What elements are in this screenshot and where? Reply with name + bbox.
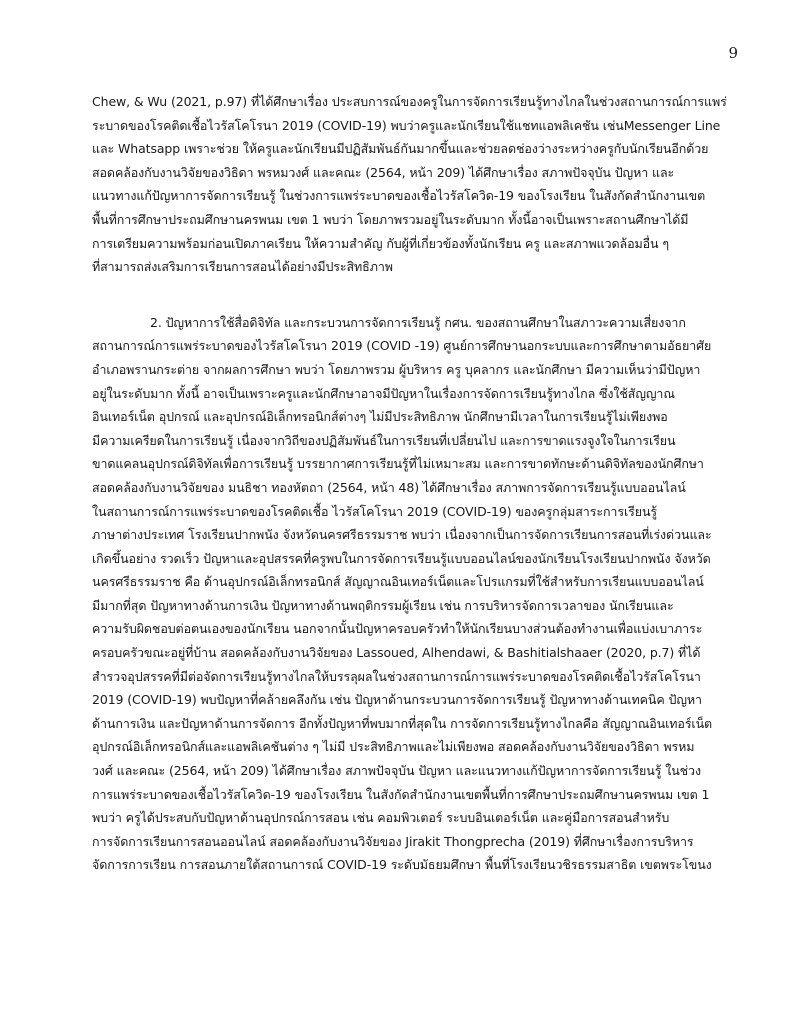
text-line: ด้านการเงิน และปัญหาด้านการจัดการ อีกทั้งปัญหาที่พบมากที่สุดใน การจัดการเรียนรู้ทางไกลคือ สัญญาณอินเทอร์เน็ต (92, 715, 713, 731)
text-line: ครอบครัวขณะอยู่ที่บ้าน สอดคล้องกับงานวิจัยของ Lassoued, Alhendawi, & Bashitialshaaer (2020, p.7) ที่ได้ (92, 645, 701, 661)
text-line: ภาษาต่างประเทศ โรงเรียนปากพนัง จังหวัดนครศรีธรรมราช พบว่า เนื่องจากเป็นการจัดการเรียนการสอนที่เร่งด่วนและ (92, 527, 712, 543)
text-line: มีมากที่สุด ปัญหาทางด้านการเงิน ปัญหาทางด้านพฤติกรรมผู้เรียน เช่น การบริหารจัดการเวลาของ นักเรียนและ (92, 597, 674, 613)
text-line: Chew, & Wu (2021, p.97) ที่ได้ศึกษาเรื่อง ประสบการณ์ของครูในการจัดการเรียนรู้ทางไกลในช่วงสถานการณ์การแพร่ (92, 94, 727, 109)
text-line: 2019 (COVID-19) พบปัญหาที่คล้ายคลึงกัน เช่น ปัญหาด้านกระบวนการจัดการเรียนรู้ ปัญหาทางด้านเทคนิค ปัญหา (92, 692, 702, 708)
text-line: มีความเครียดในการเรียนรู้ เนื่องจากวิถีของปฏิสัมพันธ์ในการเรียนที่เปลี่ยนไป และการขาดแรงจูงใจในการเรียน (92, 432, 676, 448)
text-line: แนวทางแก้ปัญหาการจัดการเรียนรู้ ในช่วงการแพร่ระบาดของเชื้อไวรัสโควิด-19 ของโรงเรียน ในสังกัดสำนักงานเขต (92, 188, 706, 204)
paragraph-spacer (92, 279, 752, 311)
text-line: พบว่า ครูได้ประสบกับปัญหาด้านอุปกรณ์การสอน เช่น คอมพิวเตอร์ ระบบอินเตอร์เน็ต และคู่มือการสอนสำหรับ (92, 810, 670, 826)
text-line: สถานการณ์การแพร่ระบาดของไวรัสโคโรนา 2019 (COVID -19) ศูนย์การศึกษานอกระบบและการศึกษาตามอัธยาศัย (92, 338, 712, 354)
text-line: เกิดขึ้นอย่าง รวดเร็ว ปัญหาและอุปสรรคที่ครูพบในการจัดการเรียนรู้แบบออนไลน์ของนักเรียนโรงเรียนปากพนัง จังหวัด (92, 550, 711, 566)
text-line: สำรวจอุปสรรคที่มีต่อจัดการเรียนรู้ทางไกลให้บรรลุผลในช่วงสถานการณ์การแพร่ระบาดของโรคติดเชื้อไวรัสโคโรนา (92, 668, 701, 684)
paragraph (92, 311, 752, 877)
text-line: อุปกรณ์อิเล็กทรอนิกส์และแอพลิเคชันต่าง ๆ ไม่มี ประสิทธิภาพและไม่เพียงพอ สอดคล้องกับงานวิจัยของวิธิดา พรหม (92, 739, 695, 755)
text-line: ในสถานการณ์การแพร่ระบาดของโรคติดเชื้อ ไวรัสโคโรนา 2019 (COVID-19) ของครูกลุ่มสาระการเรียนรู้ (92, 503, 658, 519)
text-line: ระบาดของโรคติดเชื้อไวรัสโคโรนา 2019 (COVID-19) พบว่าครูและนักเรียนใช้แชทแอพลิเคชัน เช่นMessenger Line (92, 117, 721, 133)
text-line: อินเทอร์เน็ต อุปกรณ์ และอุปกรณ์อิเล็กทรอนิกส์ต่างๆ ไม่มีประสิทธิภาพ นักศึกษามีเวลาในการเรียนรู้ไม่เพียงพอ (92, 409, 668, 425)
text-line: ความรับผิดชอบต่อตนเองของนักเรียน นอกจากนั้นปัญหาครอบครัวทำให้นักเรียนบางส่วนต้องทำงานเพื่อแบ่งเบาภาระ (92, 621, 703, 637)
text-line: อยู่ในระดับมาก ทั้งนี้ อาจเป็นเพราะครูและนักศึกษาอาจมีปัญหาในเรื่องการจัดการเรียนรู้ทางไกล ซึ่งใช้สัญญาณ (92, 385, 675, 401)
text-line: พื้นที่การศึกษาประถมศึกษานครพนม เขต 1 พบว่า โดยภาพรวมอยู่ในระดับมาก ทั้งนี้อาจเป็นเพราะสถานศึกษาได้มี (92, 211, 689, 227)
text-line: และ Whatsapp เพราะช่วย ให้ครูและนักเรียนมีปฏิสัมพันธ์กันมากขึ้นและช่วยลดช่องว่างระหว่างครูกับนักเรียนอีกด้วย (92, 141, 709, 157)
text-line: นครศรีธรรมราช คือ ด้านอุปกรณ์อิเล็กทรอนิกส์ สัญญาณอินเทอร์เน็ตและโปรแกรมที่ใช้สำหรับการเรียนแบบออนไลน์ (92, 574, 704, 590)
text-line: ขาดแคลนอุปกรณ์ดิจิทัลเพื่อการเรียนรู้ บรรยากาศการเรียนรู้ที่ไม่เหมาะสม และการขาดทักษะด้านดิจิทัลของนักศึกษา (92, 456, 704, 472)
text-line: จัดการการเรียน การสอนภายใต้สถานการณ์ COVID-19 ระดับมัธยมศึกษา พื้นที่โรงเรียนวชิรธรรมสาธิต เขตพระโขนง (92, 857, 712, 873)
text-line: สอดคล้องกับงานวิจัยของวิธิดา พรหมวงศ์ และคณะ (2564, หน้า 209) ได้ศึกษาเรื่อง สภาพปัจจุบัน ปัญหา และ (92, 164, 675, 180)
text-line: วงศ์ และคณะ (2564, หน้า 209) ได้ศึกษาเรื่อง สภาพปัจจุบัน ปัญหา และแนวทางแก้ปัญหาการจัดการเรียนรู้ ในช่วง (92, 763, 701, 779)
text-line: ที่สามารถส่งเสริมการเรียนการสอนได้อย่างมีประสิทธิภาพ (92, 259, 393, 275)
text-line: การเตรียมความพร้อมก่อนเปิดภาคเรียน ให้ความสำคัญ กับผู้ที่เกี่ยวข้องทั้งนักเรียน ครู และสภาพแวดล้อมอื่น ๆ (92, 235, 669, 251)
text-line: อำเภอพรานกระต่าย จากผลการศึกษา พบว่า โดยภาพรวม ผู้บริหาร ครู บุคลากร และนักศึกษา มีความเห็นว่ามีปัญหา (92, 361, 701, 377)
text-line: การจัดการเรียนการสอนออนไลน์ สอดคล้องกับงานวิจัยของ Jirakit Thongprecha (2019) ที่ศึกษาเรื่องการบริหาร (92, 833, 694, 849)
page-number: 9 (728, 44, 738, 62)
text-line: การแพร่ระบาดของเชื้อไวรัสโควิด-19 ของโรงเรียน ในสังกัดสำนักงานเขตพื้นที่การศึกษาประถมศึกษานครพนม เขต 1 (92, 786, 710, 802)
text-line: สอดคล้องกับงานวิจัยของ มนธิชา ทองหัตถา (2564, หน้า 48) ได้ศึกษาเรื่อง สภาพการจัดการเรียนรู้แบบออนไลน์ (92, 479, 686, 495)
paragraph (92, 90, 752, 279)
body-text (92, 90, 752, 877)
text-line: 2. ปัญหาการใช้สื่อดิจิทัล และกระบวนการจัดการเรียนรู้ กศน. ของสถานศึกษาในสภาวะความเสี่ยงจาก (150, 314, 686, 330)
